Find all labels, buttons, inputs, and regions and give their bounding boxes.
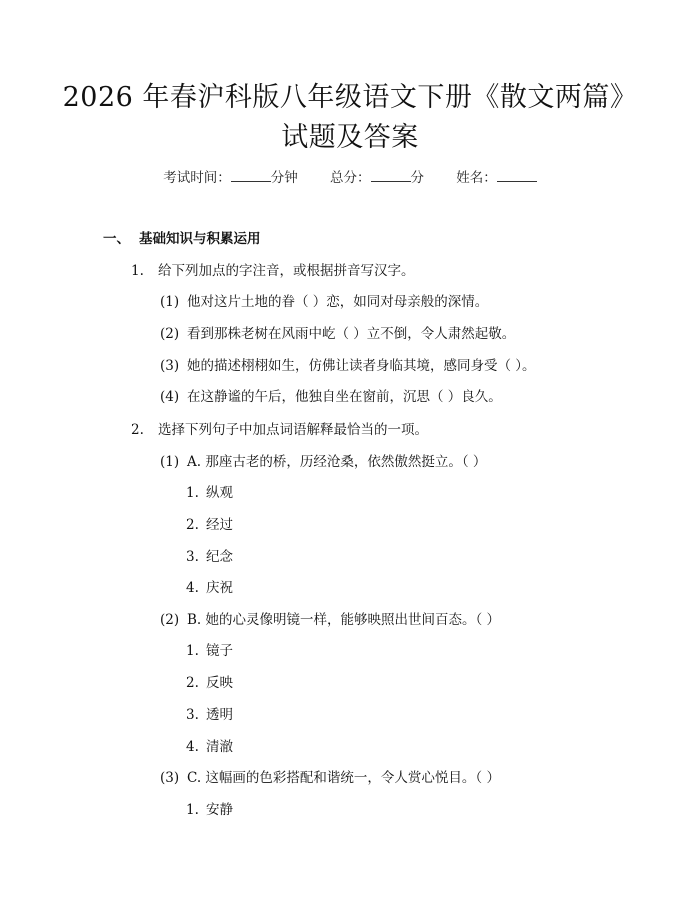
option-text: 反映 (206, 675, 233, 691)
question-2-part (160, 610, 500, 630)
answer-option[interactable] (186, 737, 233, 757)
answer-option[interactable] (186, 705, 233, 725)
option-number: 1. (186, 643, 199, 659)
question-number: 2. (131, 422, 144, 438)
exam-time (163, 170, 302, 186)
section-heading (103, 229, 261, 249)
option-number: 1. (186, 802, 199, 818)
exam-info-line (0, 168, 700, 188)
option-number: 4. (186, 580, 199, 596)
exam-title: 2026 年春沪科版八年级语文下册《散文两篇》试题及答案 (62, 82, 638, 153)
item-number: (2) (160, 326, 180, 342)
time-blank[interactable] (231, 169, 271, 182)
exam-score (330, 170, 428, 186)
option-text: 庆祝 (206, 580, 233, 596)
option-number: 3. (186, 549, 199, 565)
option-text: 清澈 (206, 739, 233, 755)
score-label: 总分： (330, 170, 371, 186)
option-number: 2. (186, 675, 199, 691)
item-number: (4) (160, 389, 180, 405)
question-stem: 给下列加点的字注音，或根据拼音写汉字。 (158, 263, 415, 279)
question-1 (131, 261, 415, 281)
question-1-item (160, 387, 502, 407)
name-label: 姓名： (456, 170, 497, 186)
option-text: 镜子 (206, 643, 233, 659)
question-1-item (160, 292, 488, 312)
option-number: 3. (186, 707, 199, 723)
item-number: (3) (160, 358, 180, 374)
item-number: (1) (160, 294, 180, 310)
option-text: 安静 (206, 802, 233, 818)
part-text: C. 这幅画的色彩搭配和谐统一，令人赏心悦目。（ ） (187, 770, 500, 786)
option-text: 纪念 (206, 549, 233, 565)
answer-option[interactable] (186, 483, 233, 503)
question-stem: 选择下列句子中加点词语解释最恰当的一项。 (158, 422, 428, 438)
option-text: 透明 (206, 707, 233, 723)
part-text: B. 她的心灵像明镜一样，能够映照出世间百态。（ ） (187, 612, 501, 628)
item-text: 看到那株老树在风雨中屹（ ）立不倒，令人肃然起敬。 (187, 326, 516, 342)
time-unit: 分钟 (270, 170, 298, 186)
part-number: (3) (160, 770, 180, 786)
name-blank[interactable] (497, 169, 537, 182)
time-label: 考试时间： (163, 170, 231, 186)
answer-option[interactable] (186, 547, 233, 567)
question-1-item (160, 356, 536, 376)
score-unit: 分 (410, 170, 424, 186)
item-text: 他对这片土地的眷（ ）恋，如同对母亲般的深情。 (187, 294, 489, 310)
question-number: 1. (131, 263, 144, 279)
item-text: 她的描述栩栩如生，仿佛让读者身临其境，感同身受（ ）。 (187, 358, 536, 374)
answer-option[interactable] (186, 673, 233, 693)
answer-option[interactable] (186, 578, 233, 598)
part-number: (1) (160, 454, 180, 470)
question-2-part (160, 768, 500, 788)
section-title: 基础知识与积累运用 (139, 231, 261, 247)
answer-option[interactable] (186, 515, 233, 535)
item-text: 在这静谧的午后，他独自坐在窗前，沉思（ ）良久。 (187, 389, 502, 405)
question-2-part (160, 452, 486, 472)
option-number: 4. (186, 739, 199, 755)
answer-option[interactable] (186, 641, 233, 661)
part-text: A. 那座古老的桥，历经沧桑，依然傲然挺立。（ ） (187, 454, 487, 470)
question-2 (131, 420, 428, 440)
section-number: 一、 (103, 231, 130, 247)
option-text: 纵观 (206, 485, 233, 501)
part-number: (2) (160, 612, 180, 628)
option-number: 1. (186, 485, 199, 501)
exam-name (456, 170, 537, 186)
question-1-item (160, 324, 515, 344)
answer-option[interactable] (186, 800, 233, 820)
option-text: 经过 (206, 517, 233, 533)
score-blank[interactable] (371, 169, 411, 182)
option-number: 2. (186, 517, 199, 533)
